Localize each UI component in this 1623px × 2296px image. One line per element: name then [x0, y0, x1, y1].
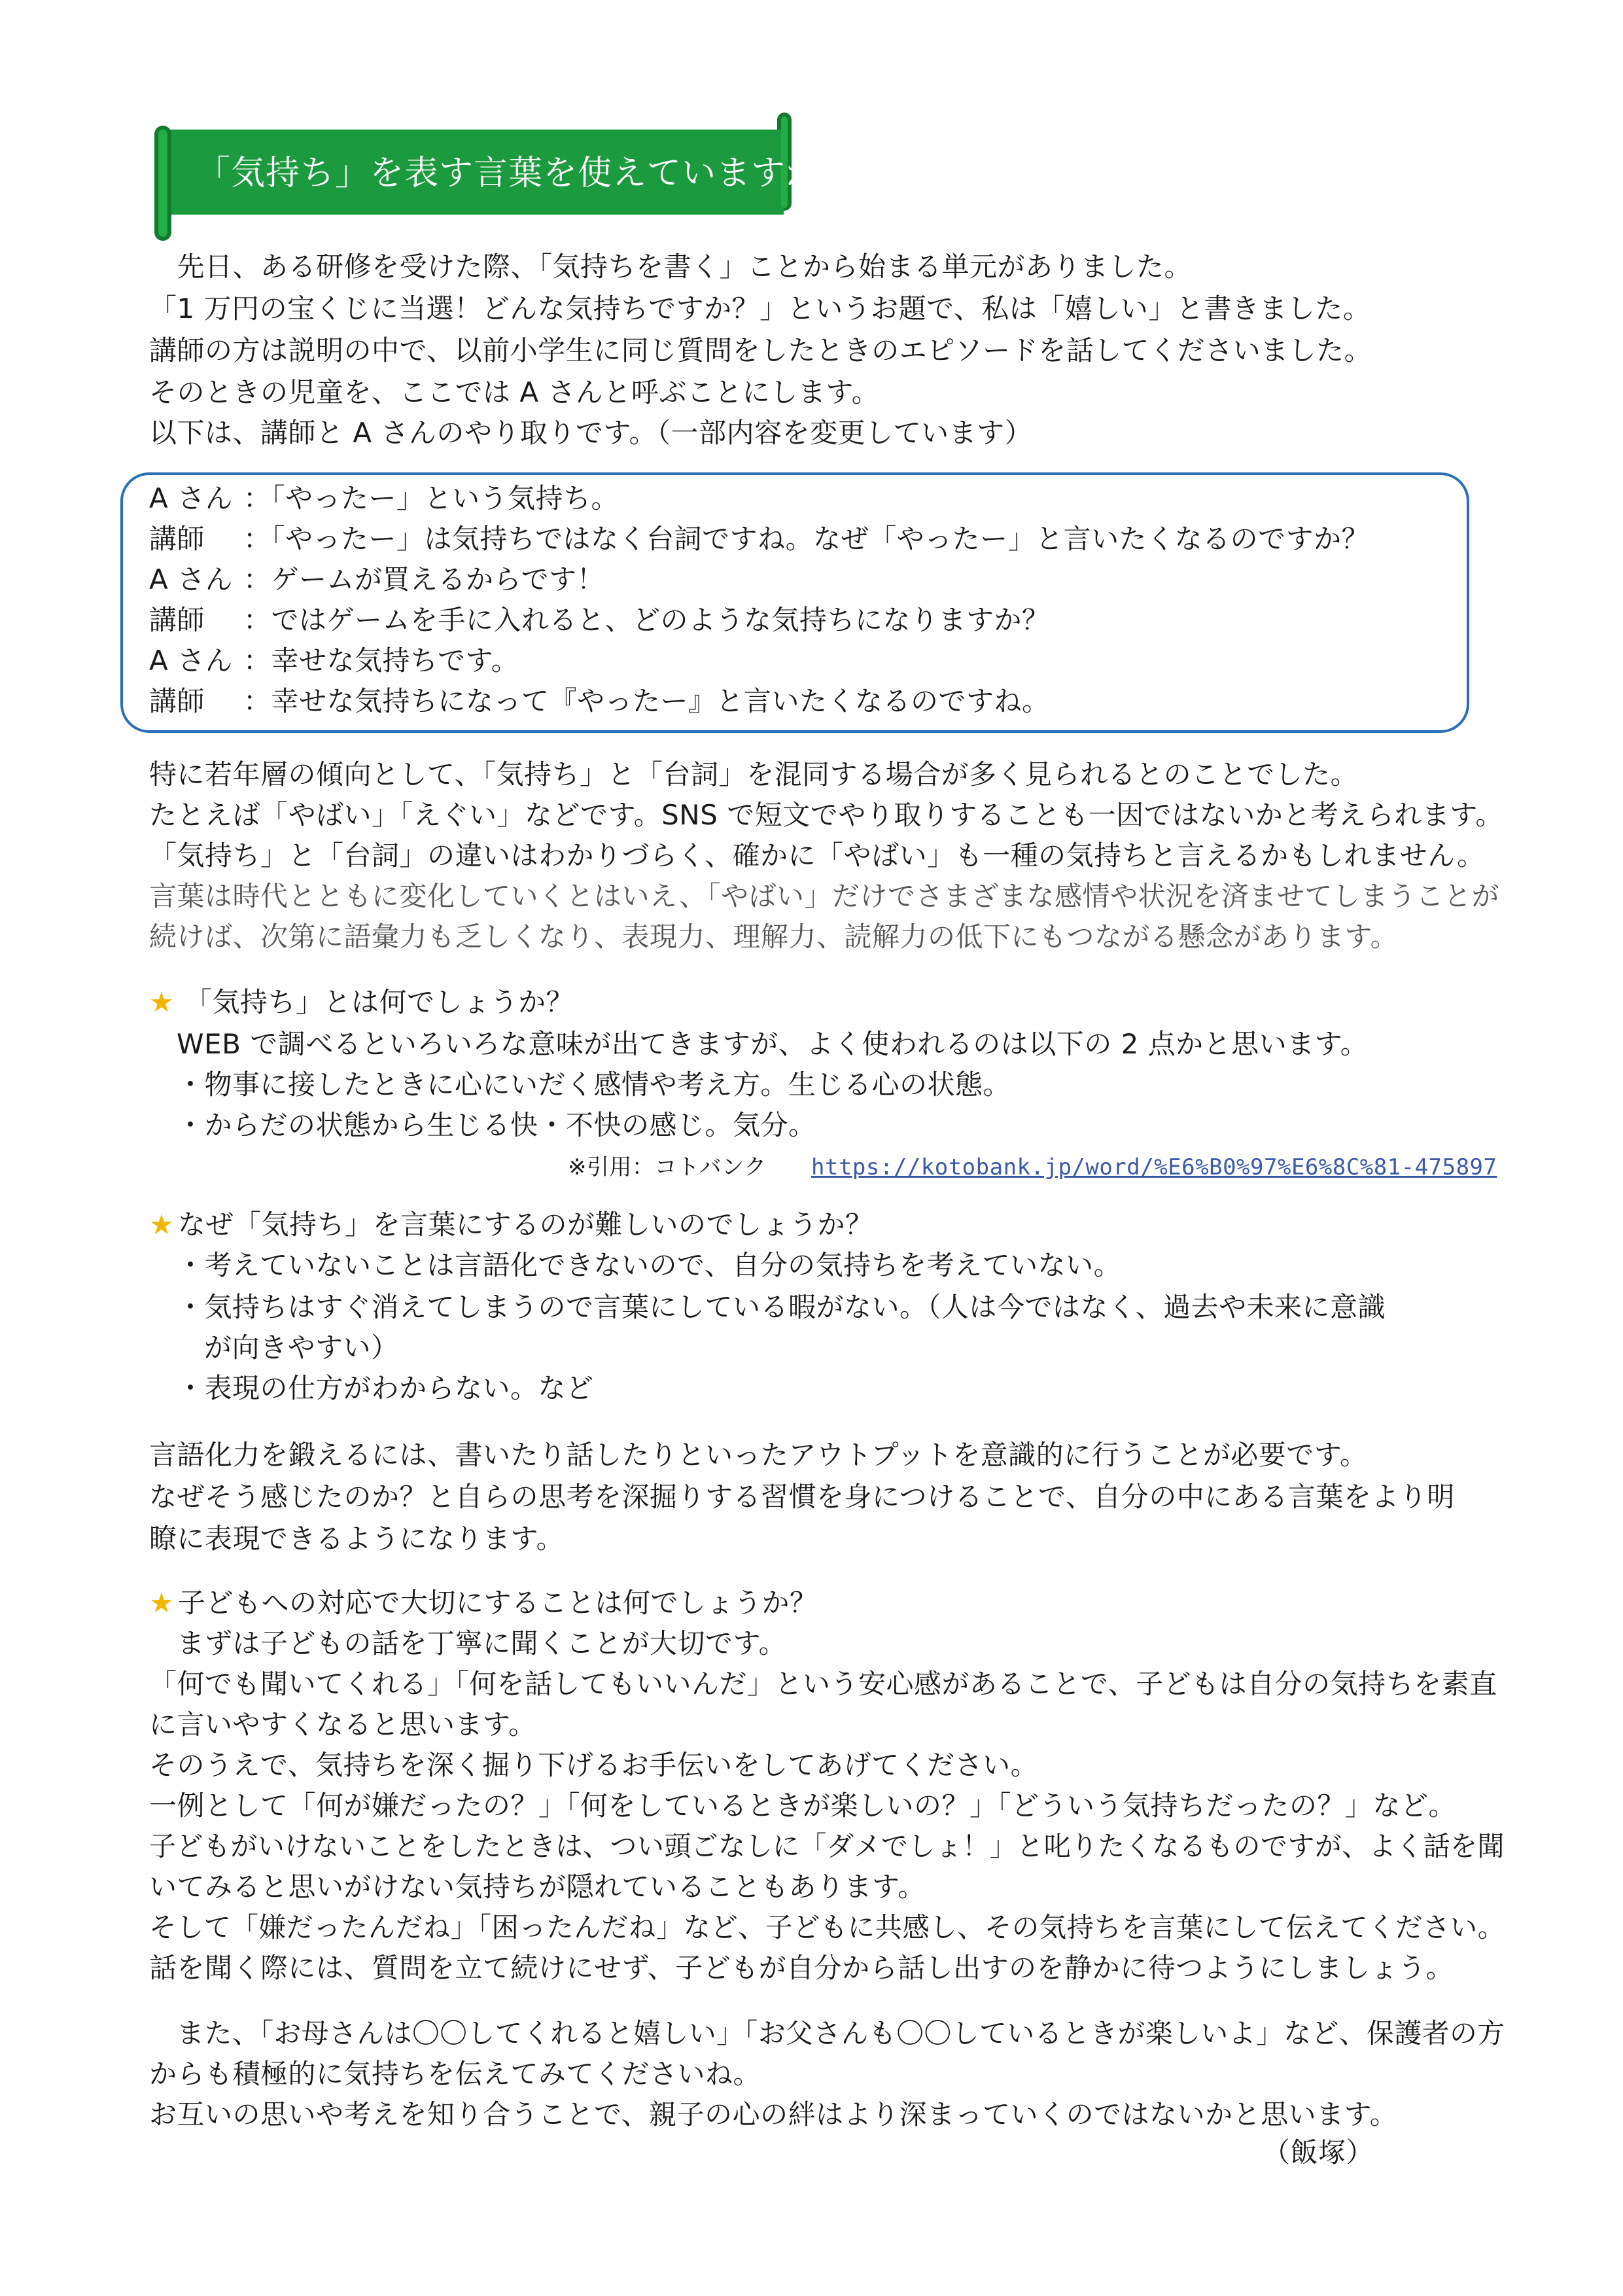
body-line: 言語化力を鍛えるには、書いたり話したりといったアウトプットを意識的に行うことが必要です。 [149, 1439, 1368, 1471]
body-line: 言葉は時代とともに変化していくとはいえ、「やばい」だけでさまざまな感情や状況を済ませてしまうことが [149, 880, 1500, 912]
body-line: 話を聞く際には、質問を立て続けにせず、子どもが自分から話し出すのを静かに待つようにしましょう。 [149, 1952, 1454, 1984]
body-line: 特に若年層の傾向として、「気持ち」と「台詞」を混同する場合が多く見られるとのことでした。 [149, 758, 1359, 790]
section-heading-text: 「気持ち」とは何でしょうか？ [184, 986, 574, 1018]
citation-label: ※引用：コトバンク [568, 1154, 767, 1180]
body-line: たとえば「やばい」「えぐい」などです。SNS で短文でやり取りすることも一因ではないかと考えられます。 [149, 799, 1503, 831]
body-line: 「何でも聞いてくれる」「何を話してもいいんだ」という安心感があることで、子どもは自分の気持ちを素直 [149, 1668, 1497, 1700]
citation-link[interactable]: https://kotobank.jp/word/%E6%B0%97%E6%8C%81-475897 [811, 1154, 1497, 1180]
dialogue-text: ：幸せな気持ちです。 [243, 645, 519, 677]
dialogue-speaker: A さん [149, 482, 234, 514]
dialogue-text: ：ではゲームを手に入れると、どのような気持ちになりますか？ [243, 604, 1050, 636]
list-item: ・気持ちはすぐ消えてしまうので言葉にしている暇がない。（人は今ではなく、過去や未来に意識 [177, 1291, 1386, 1323]
body-line: 一例として「何が嫌だったの？」「何をしているときが楽しいの？」「どういう気持ちだったの？」など。 [149, 1790, 1457, 1822]
body-line: 子どもがいけないことをしたときは、つい頭ごなしに「ダメでしょ！」と叱りたくなるものですが、よく話を聞 [149, 1830, 1505, 1862]
intro-line: 以下は、講師と A さんのやり取りです。（一部内容を変更しています） [149, 417, 1033, 449]
list-item: ・表現の仕方がわからない。など [177, 1372, 594, 1404]
body-line: そのうえで、気持ちを深く掘り下げるお手伝いをしてあげてください。 [149, 1749, 1039, 1781]
list-item: ・物事に接したときに心にいだく感情や考え方。生じる心の状態。 [177, 1069, 1011, 1101]
intro-line: そのときの児童を、ここでは A さんと呼ぶことにします。 [149, 376, 880, 408]
body-line: 瞭に表現できるようになります。 [149, 1523, 565, 1555]
dialogue-text: ：ゲームが買えるからです！ [243, 563, 605, 595]
intro-line: 先日、ある研修を受けた際、「気持ちを書く」ことから始まる単元がありました。 [149, 251, 1193, 283]
intro-line: 講師の方は説明の中で、以前小学生に同じ質問をしたときのエピソードを話してくださいました。 [149, 334, 1372, 366]
dialogue-text: ：幸せな気持ちになって『やったー』と言いたくなるのですね。 [243, 685, 1050, 717]
body-line: また、「お母さんは〇〇してくれると嬉しい」「お父さんも〇〇しているときが楽しいよ」など、保護者の方 [149, 2017, 1505, 2049]
page-title: 「気持ち」を表す言葉を使えていますか [196, 154, 821, 193]
list-item: が向きやすい） [204, 1332, 399, 1364]
intro-line: 「1 万円の宝くじに当選！どんな気持ちですか？」というお題で、私は「嬉しい」と書きました。 [149, 292, 1371, 325]
dialogue-text: ：「やったー」は気持ちではなく台詞ですね。なぜ「やったー」と言いたくなるのですか？ [243, 523, 1370, 555]
section-heading-text: なぜ「気持ち」を言葉にするのが難しいのでしょうか？ [178, 1209, 873, 1241]
star-icon: ★ [149, 986, 175, 1018]
body-line: いてみると思いがけない気持ちが隠れていることもあります。 [149, 1871, 926, 1903]
body-line: 「気持ち」と「台詞」の違いはわかりづらく、確かに「やばい」も一種の気持ちと言えるかもしれません。 [149, 839, 1485, 872]
list-item: ・考えていないことは言語化できないので、自分の気持ちを考えていない。 [177, 1249, 1122, 1281]
body-line: からも積極的に気持ちを伝えてみてくださいね。 [149, 2058, 761, 2090]
body-line: に言いやすくなると思います。 [149, 1708, 536, 1740]
body-line: WEB で調べるといろいろな意味が出てきますが、よく使われるのは以下の 2 点かと思います。 [177, 1028, 1369, 1060]
section-heading-text: 子どもへの対応で大切にすることは何でしょうか？ [178, 1587, 818, 1619]
dialogue-speaker: A さん [149, 563, 234, 595]
author: （飯塚） [1263, 2136, 1374, 2168]
star-icon: ★ [149, 1587, 175, 1619]
list-item: ・からだの状態から生じる快・不快の感じ。気分。 [177, 1109, 816, 1141]
dialogue-speaker: 講師 [149, 685, 205, 717]
dialogue-speaker: 講師 [149, 523, 205, 555]
body-line: まずは子どもの話を丁寧に聞くことが大切です。 [149, 1627, 787, 1659]
dialogue-speaker: A さん [149, 645, 234, 677]
body-line: お互いの思いや考えを知り合うことで、親子の心の絆はより深まっていくのではないかと思います。 [149, 2098, 1398, 2130]
body-line: 続けば、次第に語彙力も乏しくなり、表現力、理解力、読解力の低下にもつながる懸念があります。 [149, 921, 1399, 953]
body-line: なぜそう感じたのか？と自らの思考を深掘りする習慣を身につけることで、自分の中にある言葉をより明 [149, 1481, 1455, 1513]
dialogue-speaker: 講師 [149, 604, 205, 636]
dialogue-text: ：「やったー」という気持ち。 [243, 482, 620, 514]
star-icon: ★ [149, 1209, 175, 1241]
body-line: そして「嫌だったんだね」「困ったんだね」など、子どもに共感し、その気持ちを言葉にして伝えてください。 [149, 1911, 1505, 1943]
